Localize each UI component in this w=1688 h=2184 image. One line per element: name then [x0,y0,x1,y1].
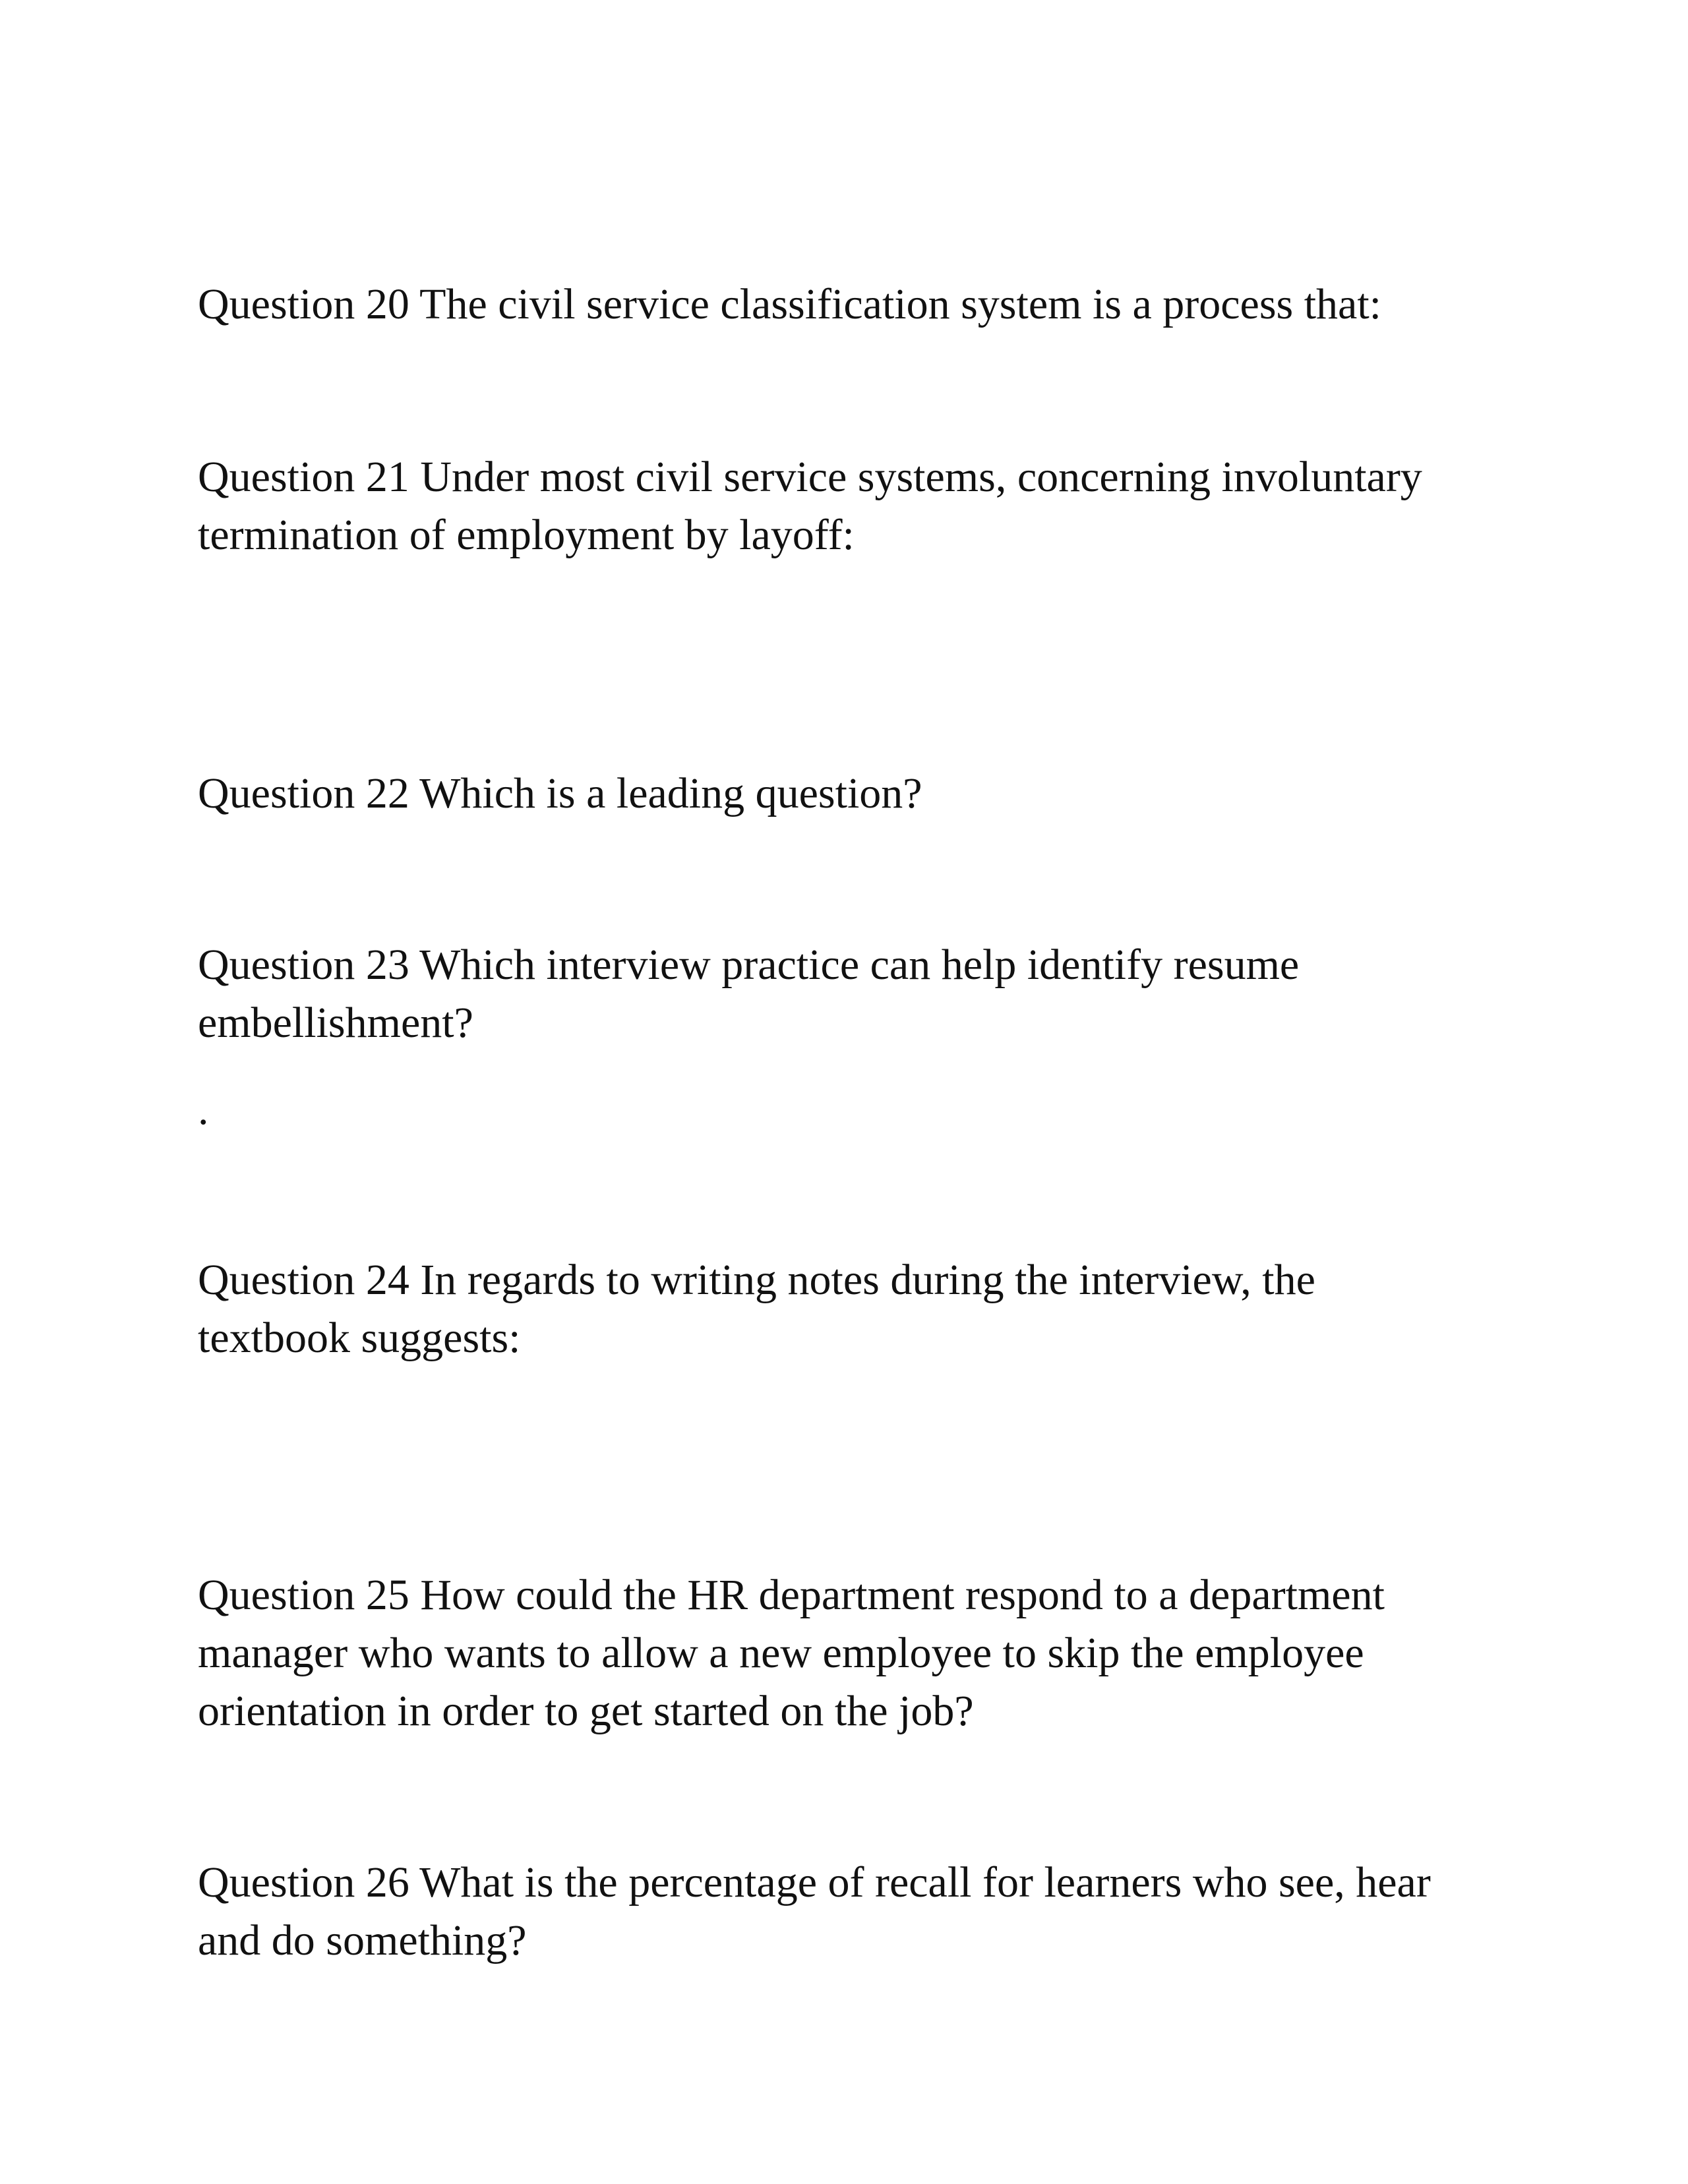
question-22: Question 22 Which is a leading question? [198,769,922,817]
question-24: Question 24 In regards to writing notes during the interview, the textbook suggests: [198,1256,1315,1362]
question-25: Question 25 How could the HR department respond to a department manager who wants to allow a new employee to skip the employee orientation in order to get started on the job? [198,1571,1385,1735]
question-26: Question 26 What is the percentage of recall for learners who see, hear and do something? [198,1858,1431,1964]
stray-period: . [198,1086,209,1134]
question-23: Question 23 Which interview practice can help identify resume embellishment? [198,941,1300,1047]
question-21: Question 21 Under most civil service systems, concerning involuntary termination of employment by layoff: [198,453,1422,559]
question-20: Question 20 The civil service classification system is a process that: [198,280,1382,328]
